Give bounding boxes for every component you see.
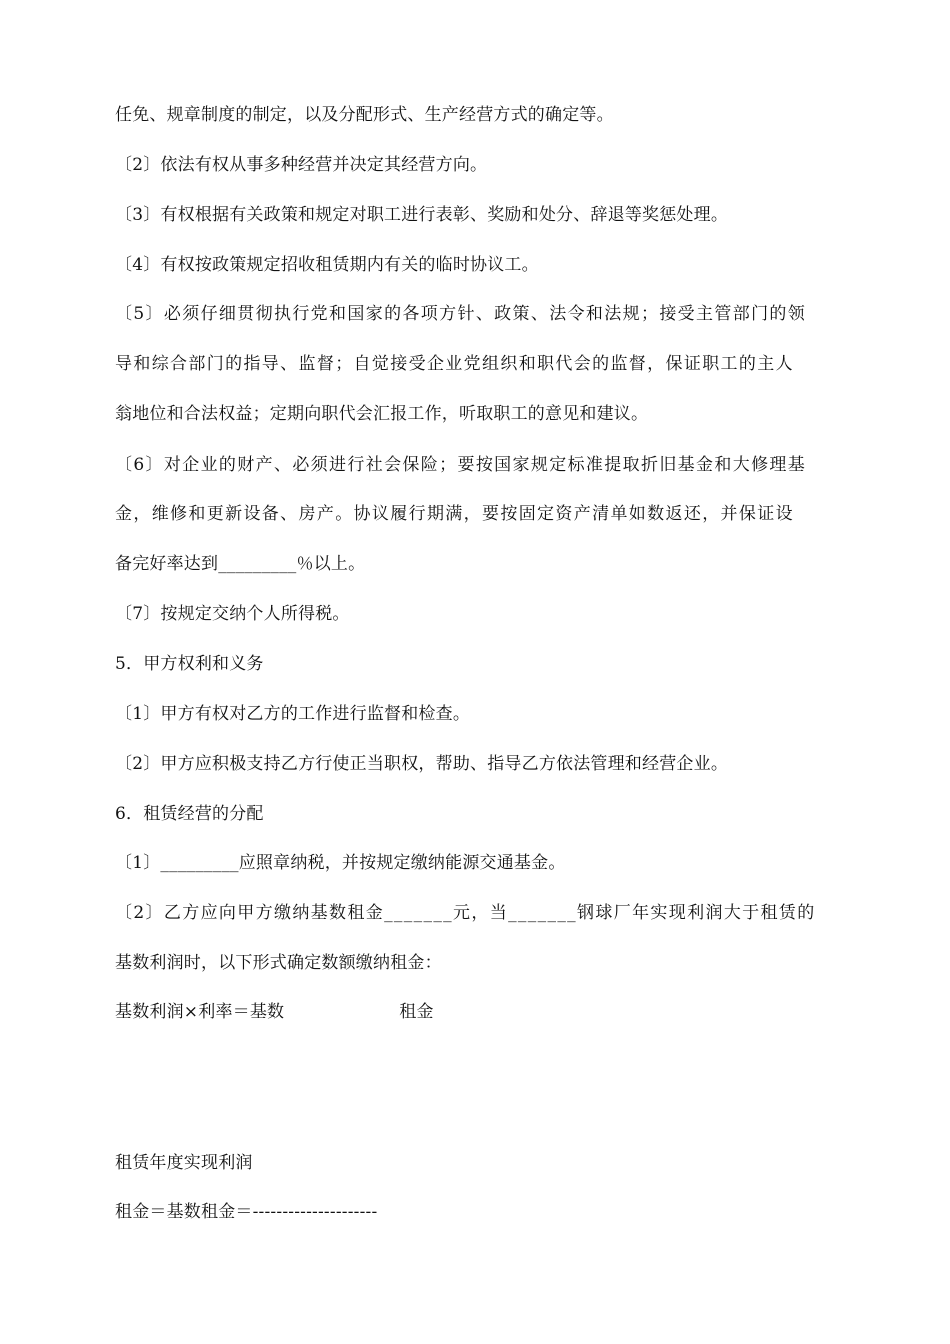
section-heading: 5．甲方权利和义务 bbox=[115, 654, 264, 674]
text-line: 金，维修和更新设备、房产。协议履行期满，要按固定资产清单如数返还，并保证设 bbox=[115, 504, 794, 524]
text-line: 基数利润时，以下形式确定数额缴纳租金： bbox=[115, 953, 442, 973]
text-line: 〔4〕有权按政策规定招收租赁期内有关的临时协议工。 bbox=[115, 255, 539, 275]
text-line: 〔6〕对企业的财产、必须进行社会保险；要按国家规定标准提取折旧基金和大修理基 bbox=[115, 455, 807, 475]
text-line: 翁地位和合法权益；定期向职代会汇报工作，听取职工的意见和建议。 bbox=[115, 404, 649, 424]
text-line: 〔2〕乙方应向甲方缴纳基数租金_______元，当_______钢球厂年实现利润大于租赁的 bbox=[115, 903, 816, 923]
text-line: 任免、规章制度的制定，以及分配形式、生产经营方式的确定等。 bbox=[115, 105, 614, 125]
rent-formula-line: 租金＝基数租金＝--------------------- bbox=[115, 1202, 378, 1222]
text-line: 〔1〕_________应照章纳税，并按规定缴纳能源交通基金。 bbox=[115, 853, 566, 873]
formula-line bbox=[115, 1000, 434, 1024]
text-line: 〔3〕有权根据有关政策和规定对职工进行表彰、奖励和处分、辞退等奖惩处理。 bbox=[115, 205, 729, 225]
text-line: 〔2〕依法有权从事多种经营并决定其经营方向。 bbox=[115, 155, 488, 175]
profit-line: 租赁年度实现利润 bbox=[115, 1153, 253, 1173]
text-line: 〔1〕甲方有权对乙方的工作进行监督和检查。 bbox=[115, 704, 471, 724]
text-line: 〔5〕必须仔细贯彻执行党和国家的各项方针、政策、法令和法规；接受主管部门的领 bbox=[115, 304, 807, 324]
formula-left: 基数利润×利率＝基数 bbox=[115, 1002, 285, 1022]
text-line: 〔7〕按规定交纳个人所得税。 bbox=[115, 604, 350, 624]
text-line: 〔2〕甲方应积极支持乙方行使正当职权，帮助、指导乙方依法管理和经营企业。 bbox=[115, 754, 729, 774]
section-heading: 6．租赁经营的分配 bbox=[115, 804, 264, 824]
text-line: 备完好率达到_________％以上。 bbox=[115, 554, 366, 574]
formula-right: 租金 bbox=[399, 1002, 434, 1022]
text-line: 导和综合部门的指导、监督；自觉接受企业党组织和职代会的监督，保证职工的主人 bbox=[115, 354, 794, 374]
